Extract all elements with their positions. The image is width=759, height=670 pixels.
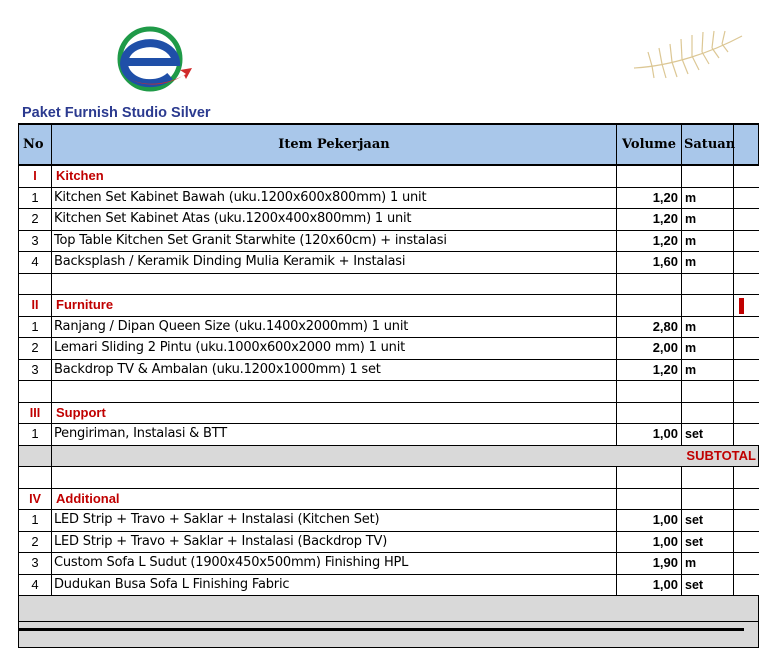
table-bottom-border — [18, 628, 744, 631]
column-header-no: No — [19, 124, 52, 165]
table-row — [19, 338, 759, 360]
row-number: 2 — [19, 531, 52, 553]
row-unit: m — [682, 209, 734, 231]
row-number: 4 — [19, 574, 52, 596]
table-row — [19, 230, 759, 252]
table-row — [19, 574, 759, 596]
golden-leaf-icon — [632, 28, 744, 90]
section-label: Furniture — [52, 295, 617, 317]
row-number: 1 — [19, 316, 52, 338]
row-volume: 2,80 — [617, 316, 682, 338]
row-volume: 1,60 — [617, 252, 682, 274]
section-number: II — [19, 295, 52, 317]
table-row — [19, 553, 759, 575]
row-unit: set — [682, 574, 734, 596]
row-number: 2 — [19, 338, 52, 360]
row-item: Lemari Sliding 2 Pintu (uku.1000x600x2000 mm) 1 unit — [52, 338, 617, 360]
row-volume: 1,20 — [617, 359, 682, 381]
subtotal-label: SUBTOTAL — [52, 445, 759, 467]
section-number: I — [19, 165, 52, 187]
row-item: Pengiriman, Instalasi & BTT — [52, 424, 617, 446]
gray-band-row — [19, 596, 759, 622]
row-number: 3 — [19, 553, 52, 575]
row-number: 1 — [19, 424, 52, 446]
row-unit: m — [682, 252, 734, 274]
row-unit: set — [682, 424, 734, 446]
row-volume: 1,20 — [617, 209, 682, 231]
red-edge-mark — [739, 298, 744, 314]
row-volume: 1,90 — [617, 553, 682, 575]
column-header-satuan: Satuan — [682, 124, 734, 165]
work-items-table — [18, 123, 758, 648]
page-title: Paket Furnish Studio Silver — [22, 105, 211, 121]
row-number: 1 — [19, 187, 52, 209]
row-number: 3 — [19, 230, 52, 252]
row-item: LED Strip + Travo + Saklar + Instalasi (Kitchen Set) — [52, 510, 617, 532]
row-volume: 1,00 — [617, 531, 682, 553]
section-row-kitchen — [19, 165, 759, 187]
row-number: 2 — [19, 209, 52, 231]
row-item: Ranjang / Dipan Queen Size (uku.1400x2000mm) 1 unit — [52, 316, 617, 338]
row-volume: 1,00 — [617, 510, 682, 532]
row-volume: 1,20 — [617, 230, 682, 252]
row-unit: set — [682, 531, 734, 553]
section-number: III — [19, 402, 52, 424]
row-unit: m — [682, 230, 734, 252]
row-volume: 1,00 — [617, 424, 682, 446]
section-number: IV — [19, 488, 52, 510]
row-unit: m — [682, 359, 734, 381]
table-row — [19, 531, 759, 553]
row-unit: m — [682, 316, 734, 338]
gray-band-row — [19, 622, 759, 648]
subtotal-row — [19, 445, 759, 467]
e-logo-icon — [100, 26, 200, 96]
table-row — [19, 359, 759, 381]
empty-row — [19, 467, 759, 489]
row-item: LED Strip + Travo + Saklar + Instalasi (Backdrop TV) — [52, 531, 617, 553]
empty-row — [19, 273, 759, 295]
row-item: Top Table Kitchen Set Granit Starwhite (120x60cm) + instalasi — [52, 230, 617, 252]
section-row-furniture — [19, 295, 759, 317]
section-label: Support — [52, 402, 617, 424]
empty-row — [19, 381, 759, 403]
table-row — [19, 187, 759, 209]
section-label: Additional — [52, 488, 617, 510]
row-unit: m — [682, 338, 734, 360]
row-number: 4 — [19, 252, 52, 274]
table-row — [19, 316, 759, 338]
row-item: Backdrop TV & Ambalan (uku.1200x1000mm) 1 set — [52, 359, 617, 381]
section-row-additional — [19, 488, 759, 510]
row-volume: 1,20 — [617, 187, 682, 209]
row-item: Kitchen Set Kabinet Atas (uku.1200x400x800mm) 1 unit — [52, 209, 617, 231]
table-row — [19, 252, 759, 274]
table-row — [19, 209, 759, 231]
section-label: Kitchen — [52, 165, 617, 187]
section-row-support — [19, 402, 759, 424]
table-row — [19, 424, 759, 446]
row-unit: m — [682, 553, 734, 575]
row-number: 1 — [19, 510, 52, 532]
row-item: Dudukan Busa Sofa L Finishing Fabric — [52, 574, 617, 596]
row-unit: set — [682, 510, 734, 532]
table-row — [19, 510, 759, 532]
row-number: 3 — [19, 359, 52, 381]
row-unit: m — [682, 187, 734, 209]
row-item: Custom Sofa L Sudut (1900x450x500mm) Finishing HPL — [52, 553, 617, 575]
column-header-volume: Volume — [617, 124, 682, 165]
row-volume: 1,00 — [617, 574, 682, 596]
column-header-item: Item Pekerjaan — [52, 124, 617, 165]
column-header-extra — [734, 124, 759, 165]
table-header-row — [19, 124, 759, 165]
row-item: Backsplash / Keramik Dinding Mulia Keramik + Instalasi — [52, 252, 617, 274]
row-volume: 2,00 — [617, 338, 682, 360]
row-item: Kitchen Set Kabinet Bawah (uku.1200x600x800mm) 1 unit — [52, 187, 617, 209]
